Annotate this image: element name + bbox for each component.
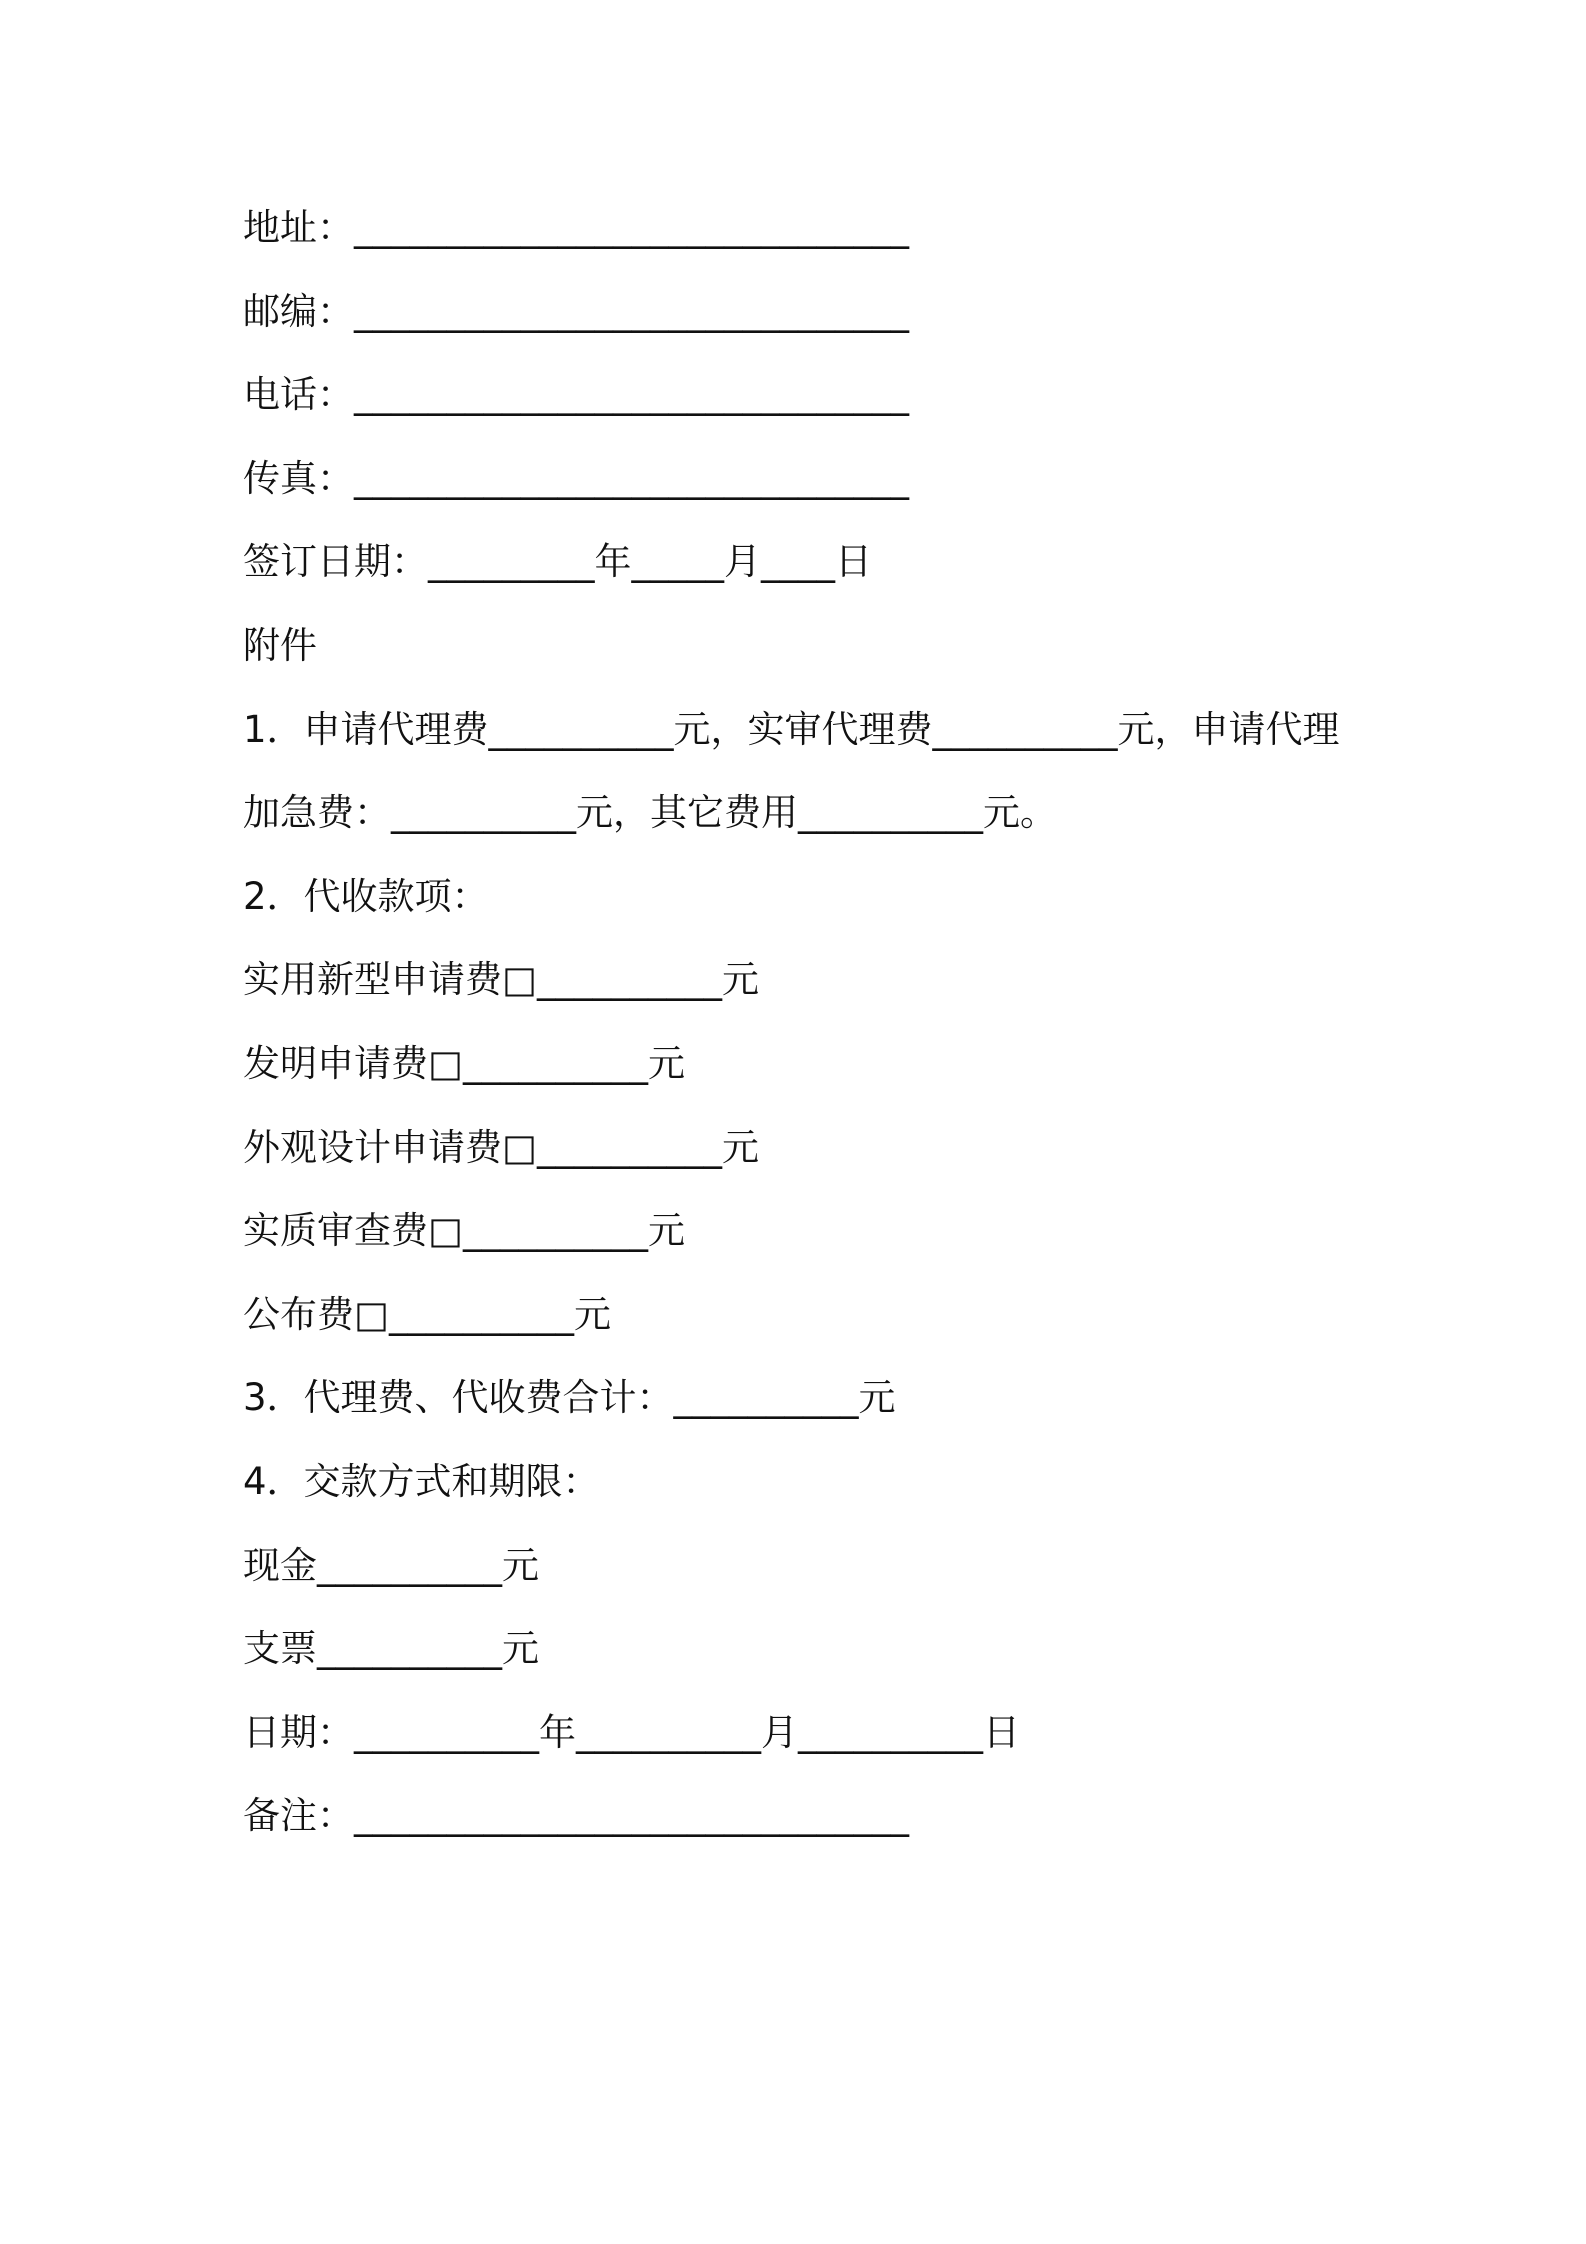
item-1-line-2: 加急费：__________元，其它费用__________元。 xyxy=(243,791,1057,835)
remarks-line: 备注：______________________________ xyxy=(243,1794,909,1838)
payment-date-line: 日期：__________年__________月__________日 xyxy=(243,1710,1020,1754)
signing-date-line: 签订日期：_________年_____月____日 xyxy=(243,540,872,584)
address-line: 地址：______________________________ xyxy=(243,206,909,249)
fax-line: 传真：______________________________ xyxy=(243,456,909,500)
check-line: 支票__________元 xyxy=(243,1627,539,1671)
publication-fee-line: 公布费□__________元 xyxy=(243,1292,611,1336)
postcode-line: 邮编：______________________________ xyxy=(243,289,909,333)
utility-model-fee-line: 实用新型申请费□__________元 xyxy=(243,958,759,1002)
substantive-exam-fee-line: 实质审查费□__________元 xyxy=(243,1209,685,1253)
item-1-line-1: 1．申请代理费__________元，实审代理费__________元，申请代理 xyxy=(243,707,1340,751)
phone-line: 电话：______________________________ xyxy=(243,373,909,417)
document-body xyxy=(243,198,1423,1870)
cash-line: 现金__________元 xyxy=(243,1543,539,1587)
attachment-heading: 附件 xyxy=(243,623,317,667)
invention-fee-line: 发明申请费□__________元 xyxy=(243,1041,685,1085)
design-fee-line: 外观设计申请费□__________元 xyxy=(243,1125,759,1169)
item-3-total-line: 3．代理费、代收费合计：__________元 xyxy=(243,1376,896,1420)
item-2-heading: 2．代收款项： xyxy=(243,874,489,918)
item-4-heading: 4．交款方式和期限： xyxy=(243,1459,600,1503)
